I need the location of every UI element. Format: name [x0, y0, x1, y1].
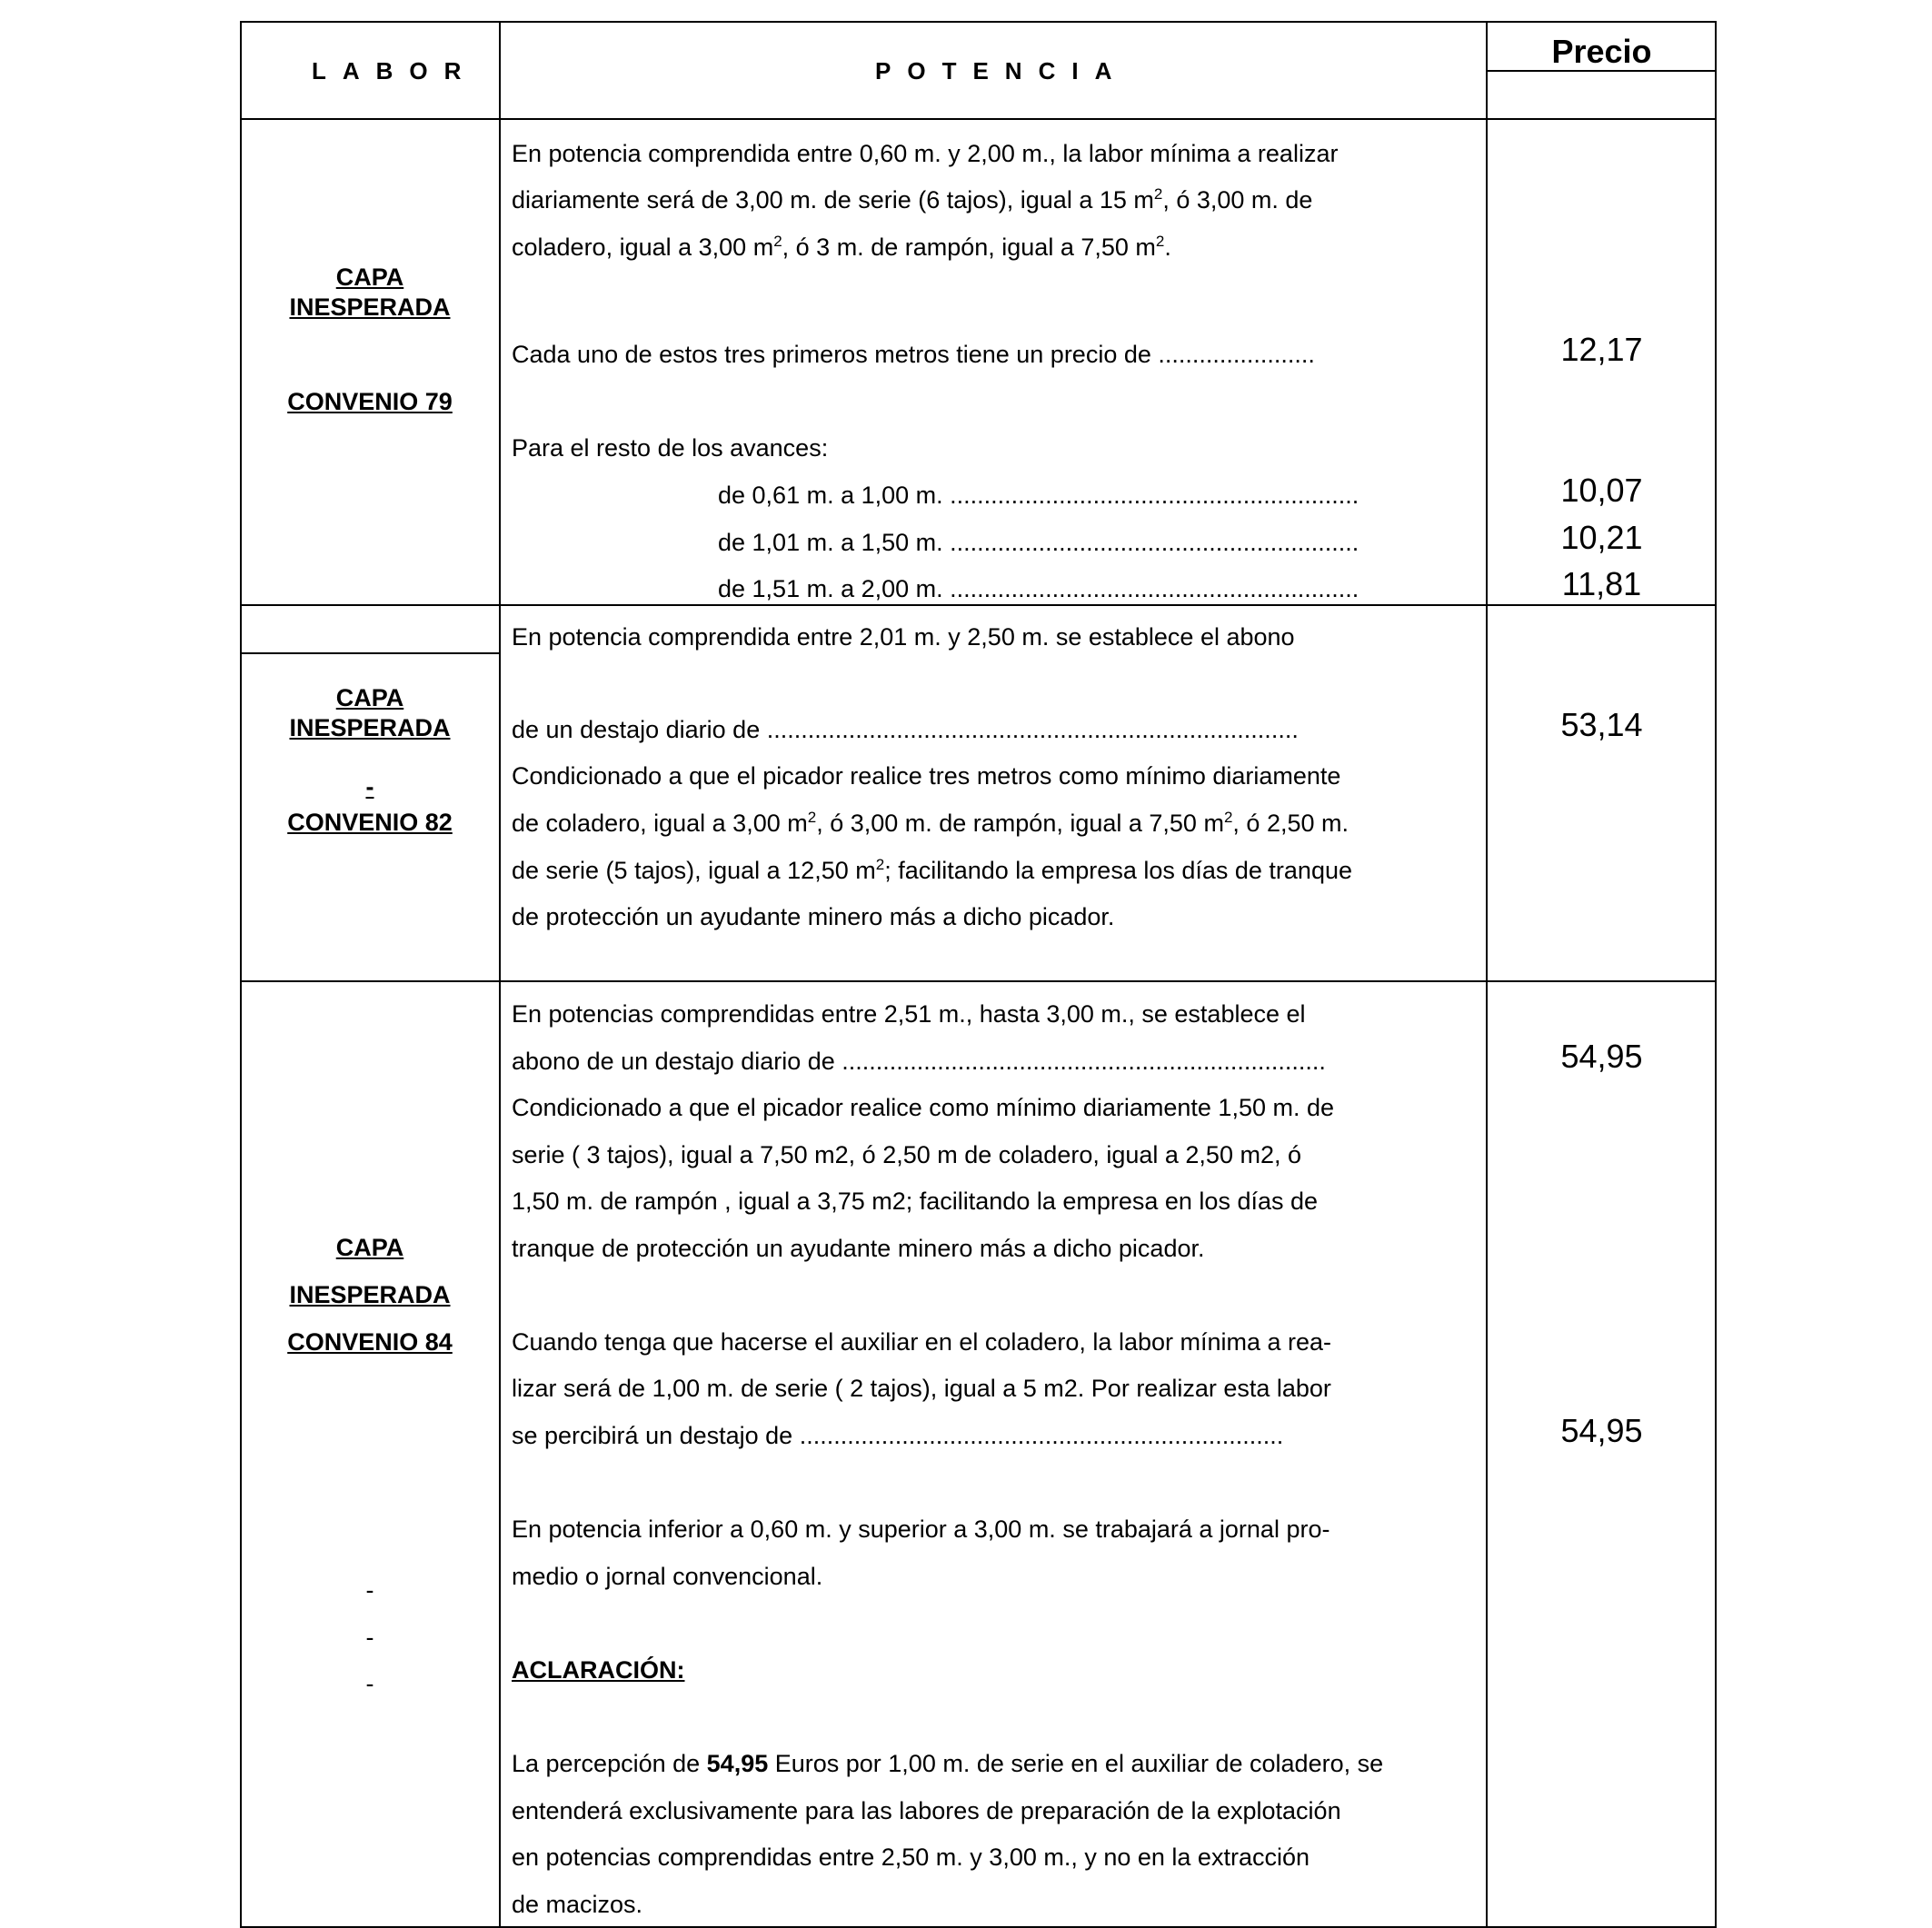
- labor-label-convenio: CONVENIO 84: [287, 1328, 453, 1356]
- potencia-text: En potencia comprendida entre 0,60 m. y 2,00 m., la labor mínima a realizar: [512, 140, 1339, 167]
- potencia-text: de serie (5 tajos), igual a 12,50 $m^2$; facilitando la empresa los días de tranque: [512, 856, 1352, 884]
- precio-value: 10,07: [1560, 472, 1643, 509]
- range-row: de 1,51 m. a 2,00 m. ............................................................: [718, 575, 1359, 602]
- labor-label-inesperada: INESPERADA: [289, 293, 451, 321]
- potencia-text: Cuando tenga que hacerse el auxiliar en el coladero, la labor mínima a rea-: [512, 1328, 1332, 1356]
- potencia-text: En potencia inferior a 0,60 m. y superior a 3,00 m. se trabajará a jornal pro-: [512, 1516, 1330, 1543]
- potencia-text: de coladero, igual a 3,00 $m^2$, ó 3,00 m. de rampón, igual a 7,50 $m^2$, ó 2,50 m.: [512, 809, 1349, 837]
- rule-right: [1715, 21, 1717, 1928]
- rule-row2-label-sub: [240, 652, 499, 654]
- rule-labor-potencia: [499, 21, 501, 1928]
- labor-label-inesperada: INESPERADA: [289, 1281, 451, 1308]
- header-potencia: POTENCIA: [875, 57, 1129, 84]
- potencia-text: En potencia comprendida entre 2,01 m. y 2,50 m. se establece el abono: [512, 623, 1295, 651]
- potencia-text: se percibirá un destajo de .......................................................................: [512, 1422, 1284, 1449]
- header-labor: LABOR: [312, 57, 478, 84]
- precio-value: 12,17: [1560, 331, 1643, 368]
- precio-value: 11,81: [1561, 565, 1642, 602]
- labor-label-dash: -: [365, 1576, 374, 1604]
- potencia-text: en potencias comprendidas entre 2,50 m. y 3,00 m., y no en la extracción: [512, 1844, 1310, 1871]
- potencia-text: de protección un ayudante minero más a dicho picador.: [512, 903, 1115, 930]
- precio-value: 53,14: [1560, 706, 1643, 743]
- potencia-text: diariamente será de 3,00 m. de serie (6 tajos), igual a 15 $m^2$, ó 3,00 m. de: [512, 185, 1313, 214]
- potencia-text: coladero, igual a 3,00 $m^2$, ó 3 m. de rampón, igual a 7,50 $m^2$.: [512, 233, 1171, 261]
- potencia-text: La percepción de 54,95 Euros por 1,00 m. de serie en el auxiliar de coladero, se: [512, 1750, 1384, 1777]
- header-precio: Precio: [1551, 33, 1652, 70]
- rule-top: [240, 21, 1717, 23]
- labor-label-dash: -: [365, 773, 374, 800]
- potencia-text: medio o jornal convencional.: [512, 1563, 823, 1590]
- potencia-text: En potencias comprendidas entre 2,51 m., hasta 3,00 m., se establece el: [512, 1000, 1306, 1028]
- potencia-text: Condicionado a que el picador realice como mínimo diariamente 1,50 m. de: [512, 1094, 1335, 1121]
- potencia-text: lizar será de 1,00 m. de serie ( 2 tajos), igual a 5 m2. Por realizar esta labor: [512, 1375, 1331, 1402]
- rule-row2-bottom: [240, 980, 1717, 982]
- potencia-text: de macizos.: [512, 1891, 643, 1918]
- potencia-text: Condicionado a que el picador realice tres metros como mínimo diariamente: [512, 762, 1341, 790]
- labor-label-inesperada: INESPERADA: [289, 714, 451, 741]
- range-row: de 1,01 m. a 1,50 m. ............................................................: [718, 529, 1359, 556]
- aclaracion-heading: ACLARACIÓN:: [512, 1656, 685, 1684]
- range-row: de 0,61 m. a 1,00 m. ............................................................: [718, 482, 1359, 509]
- rule-header-bottom: [240, 118, 1717, 120]
- labor-label-capa: CAPA: [335, 1234, 404, 1261]
- potencia-text: abono de un destajo diario de .......................................................................: [512, 1048, 1326, 1075]
- labor-label-convenio: CONVENIO 79: [287, 388, 453, 415]
- potencia-text: Cada uno de estos tres primeros metros tiene un precio de .......................: [512, 341, 1315, 368]
- potencia-text: serie ( 3 tajos), igual a 7,50 m2, ó 2,50 m de coladero, igual a 2,50 m2, ó: [512, 1141, 1301, 1168]
- labor-label-dash: -: [365, 1624, 374, 1651]
- precio-value: 54,95: [1560, 1038, 1643, 1075]
- precio-value: 54,95: [1560, 1412, 1643, 1449]
- potencia-text: entenderá exclusivamente para las labores de preparación de la explotación: [512, 1797, 1341, 1824]
- labor-label-dash: -: [365, 1670, 374, 1697]
- rule-potencia-precio: [1486, 21, 1488, 1928]
- potencia-text: de un destajo diario de ..............................................................................: [512, 716, 1299, 743]
- potencia-text: tranque de protección un ayudante minero más a dicho picador.: [512, 1235, 1205, 1262]
- precio-value: 10,21: [1560, 519, 1643, 556]
- rule-row1-bottom: [240, 604, 1717, 606]
- potencia-text: 1,50 m. de rampón , igual a 3,75 m2; facilitando la empresa en los días de: [512, 1188, 1319, 1215]
- labor-label-convenio: CONVENIO 82: [287, 809, 453, 836]
- potencia-text: Para el resto de los avances:: [512, 434, 829, 462]
- labor-label-capa: CAPA: [335, 263, 404, 291]
- labor-label-capa: CAPA: [335, 684, 404, 711]
- rule-precio-sub: [1486, 70, 1717, 72]
